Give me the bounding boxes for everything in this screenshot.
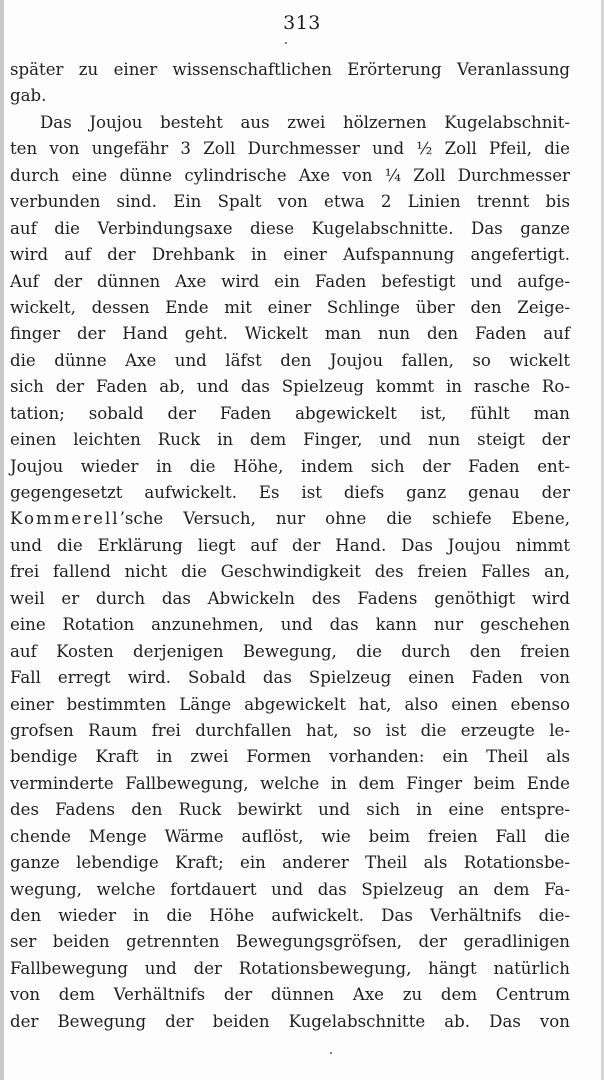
text-line: eine Rotation anzunehmen, und das kann nur geschehen (10, 615, 570, 635)
text-line: die dünne Axe und läfst den Joujou fallen, so wickelt (10, 350, 570, 370)
text-line: wird auf der Drehbank in einer Aufspannung angefertigt. (10, 245, 570, 265)
text-line: wickelt, dessen Ende mit einer Schlinge über den Zeige- (10, 297, 570, 317)
text-line: einer bestimmten Länge abgewickelt hat, also einen ebenso (10, 694, 570, 714)
text-line: später zu einer wissenschaftlichen Erörterung Veranlassung (10, 60, 570, 79)
text-line: grofsen Raum frei durchfallen hat, so ist die erzeugte le- (10, 720, 570, 740)
text-line: wegung, welche fortdauert und das Spielzeug an dem Fa- (10, 879, 570, 899)
text-line: ser beiden getrennten Bewegungsgröfsen, der geradlinigen (10, 932, 570, 952)
text-line: verminderte Fallbewegung, welche in dem Finger beim Ende (10, 773, 570, 793)
text-line: tation; sobald der Faden abgewickelt ist, fühlt man (10, 403, 570, 423)
text-line: Das Joujou besteht aus zwei hölzernen Kugelabschnit- (40, 112, 570, 132)
text-line: auf Kosten derjenigen Bewegung, die durch den freien (10, 641, 570, 661)
text-line: einen leichten Ruck in dem Finger, und nun steigt der (10, 430, 570, 450)
text-line: Auf der dünnen Axe wird ein Faden befestigt und aufge- (10, 271, 570, 291)
text-line-rest: ’sche Versuch, nur ohne die schiefe Ebene, (119, 509, 570, 529)
ink-speck (285, 42, 287, 44)
text-line: weil er durch das Abwickeln des Fadens genöthigt wird (10, 588, 570, 608)
text-line: Joujou wieder in die Höhe, indem sich der Faden ent- (10, 456, 570, 476)
text-line: Fallbewegung und der Rotationsbewegung, hängt natürlich (10, 958, 570, 978)
text-line: chende Menge Wärme auflöst, wie beim freien Fall die (10, 826, 570, 846)
text-line: frei fallend nicht die Geschwindigkeit des freien Falles an, (10, 562, 570, 582)
text-line: den wieder in die Höhe aufwickelt. Das Verhältnifs die- (10, 906, 570, 925)
text-line: finger der Hand geht. Wickelt man nun den Faden auf (10, 324, 570, 344)
text-line: und die Erklärung liegt auf der Hand. Das Joujou nimmt (10, 535, 570, 555)
text-line: verbunden sind. Ein Spalt von etwa 2 Linien trennt bis (10, 192, 570, 212)
body-text (10, 57, 570, 1035)
ink-speck (330, 1052, 332, 1054)
text-line: ten von ungefähr 3 Zoll Durchmesser und ½ Zoll Pfeil, die (10, 139, 570, 159)
spaced-name: Kommerell (10, 509, 120, 529)
text-line: durch eine dünne cylindrische Axe von ¼ Zoll Durchmesser (10, 165, 570, 185)
text-line: des Fadens den Ruck bewirkt und sich in eine entspre- (10, 800, 570, 820)
text-line: Fall erregt wird. Sobald das Spielzeug einen Faden von (10, 668, 570, 688)
text-line: gegengesetzt aufwickelt. Es ist diefs ganz genau der (10, 483, 570, 502)
page-number: 313 (283, 12, 321, 34)
text-line: ganze lebendige Kraft; ein anderer Theil als Rotationsbe- (10, 853, 570, 873)
page-edge-left (0, 0, 4, 1080)
text-line: gab. (10, 86, 47, 106)
text-line: der Bewegung der beiden Kugelabschnitte ab. Das von (10, 1011, 570, 1031)
text-line: sich der Faden ab, und das Spielzeug kommt in rasche Ro- (10, 377, 570, 397)
text-line: von dem Verhältnifs der dünnen Axe zu dem Centrum (10, 985, 570, 1005)
text-line: bendige Kraft in zwei Formen vorhanden: ein Theil als (10, 747, 570, 767)
text-line (10, 506, 570, 532)
text-line: auf die Verbindungsaxe diese Kugelabschnitte. Das ganze (10, 218, 570, 238)
